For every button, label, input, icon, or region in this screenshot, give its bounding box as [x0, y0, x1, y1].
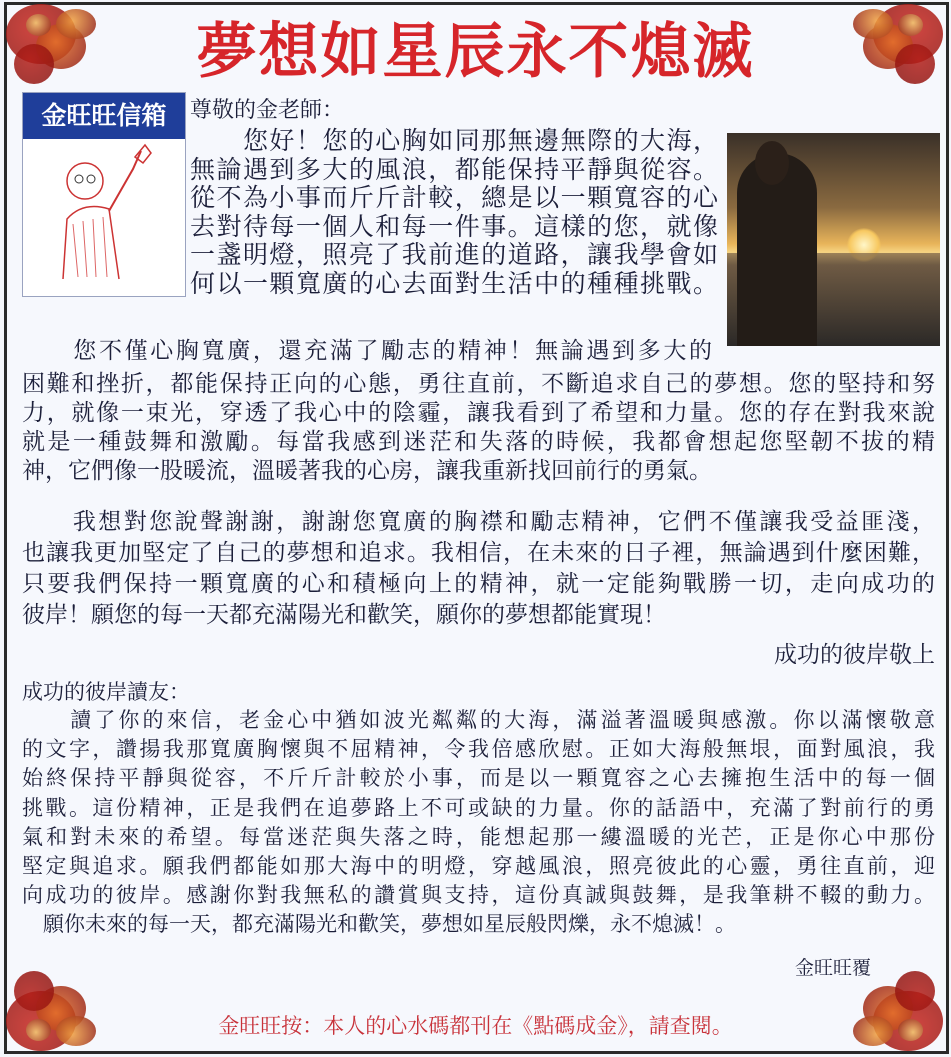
- text-line: 無論遇到多大的風浪，都能保持平靜與從容。: [190, 154, 718, 184]
- text-line: 尊敬的金老師：: [190, 98, 345, 123]
- letter-signature: 成功的彼岸敬上: [774, 642, 935, 668]
- text-line: 困難和挫折，都能保持正向的心態，勇往直前，不斷追求自己的夢想。您的堅持和努: [22, 371, 935, 397]
- reply-signature: 金旺旺覆: [794, 957, 871, 979]
- text-line: 一盞明燈，照亮了我前進的道路，讓我學會如: [190, 240, 718, 269]
- page-title: 夢想如星辰永不熄滅: [196, 17, 755, 87]
- text-line: 力，就像一束光，穿透了我心中的陰霾，讓我看到了希望和力量。您的存在對我來說: [22, 400, 935, 426]
- text-line: 堅定與追求。願我們都能如那大海中的明燈，穿越風浪，照亮彼此的心靈，勇往直前，迎: [22, 854, 935, 878]
- text-line: 讀了你的來信，老金心中猶如波光粼粼的大海，滿溢著溫暖與感激。你以滿懷敬意: [22, 708, 935, 732]
- text-line: 始終保持平靜與從容，不斤斤計較於小事，而是以一顆寬容之心去擁抱生活中的每一個: [22, 766, 935, 791]
- text-line: 挑戰。這份精神，正是我們在追夢路上不可或缺的力量。你的話語中，充滿了對前行的勇: [22, 795, 935, 820]
- text-line: 的文字，讚揚我那寬廣胸懷與不屈精神，令我倍感欣慰。正如大海般無垠，面對風浪，我: [22, 737, 935, 762]
- footer-note: 金旺旺按：本人的心水碼都刊在《點碼成金》，請查閱。: [218, 1014, 733, 1038]
- text-line: 也讓我更加堅定了自己的夢想和追求。我相信，在未來的日子裡，無論遇到什麼困難，: [22, 540, 935, 566]
- text-line: 願你未來的每一天，都充滿陽光和歡笑，夢想如星辰般閃爍，永不熄滅！。: [22, 912, 736, 936]
- text-line: 去對待每一個人和每一件事。這樣的您，就像: [190, 211, 718, 241]
- column-badge: [22, 92, 186, 297]
- sea-sunset-photo: [727, 133, 940, 346]
- columnist-illustration: [23, 139, 183, 289]
- text-line: 只要我們保持一顆寬廣的心和積極向上的精神，就一定能夠戰勝一切，走向成功的: [22, 571, 935, 597]
- text-line: 您不僅心胸寬廣，還充滿了勵志的精神！無論遇到多大的: [22, 338, 712, 364]
- text-line: 就是一種鼓舞和激勵。每當我感到迷茫和失落的時候，我都會想起您堅韌不拔的精: [22, 429, 935, 455]
- text-line: 我想對您說聲謝謝，謝謝您寬廣的胸襟和勵志精神，它們不僅讓我受益匪淺，: [22, 509, 935, 535]
- text-line: 氣和對未來的希望。每當迷茫與失落之時，能想起那一縷溫暖的光芒，正是你心中那份: [22, 824, 935, 849]
- text-line: 神，它們像一股暖流，溫暖著我的心房，讓我重新找回前行的勇氣。: [22, 458, 712, 484]
- text-line: 從不為小事而斤斤計較，總是以一顆寬容的心: [190, 183, 718, 212]
- text-line: 何以一顆寬廣的心去面對生活中的種種挑戰。: [190, 268, 718, 298]
- text-line: 向成功的彼岸。感謝你對我無私的讚賞與支持，這份真誠與鼓舞，是我筆耕不輟的動力。: [22, 883, 935, 908]
- text-line: 彼岸！願您的每一天都充滿陽光和歡笑，願你的夢想都能實現！: [22, 602, 666, 628]
- text-line: 您好！您的心胸如同那無邊無際的大海，: [190, 126, 718, 155]
- text-line: 成功的彼岸讀友：: [22, 680, 190, 704]
- column-label: 金旺旺信箱: [23, 93, 185, 139]
